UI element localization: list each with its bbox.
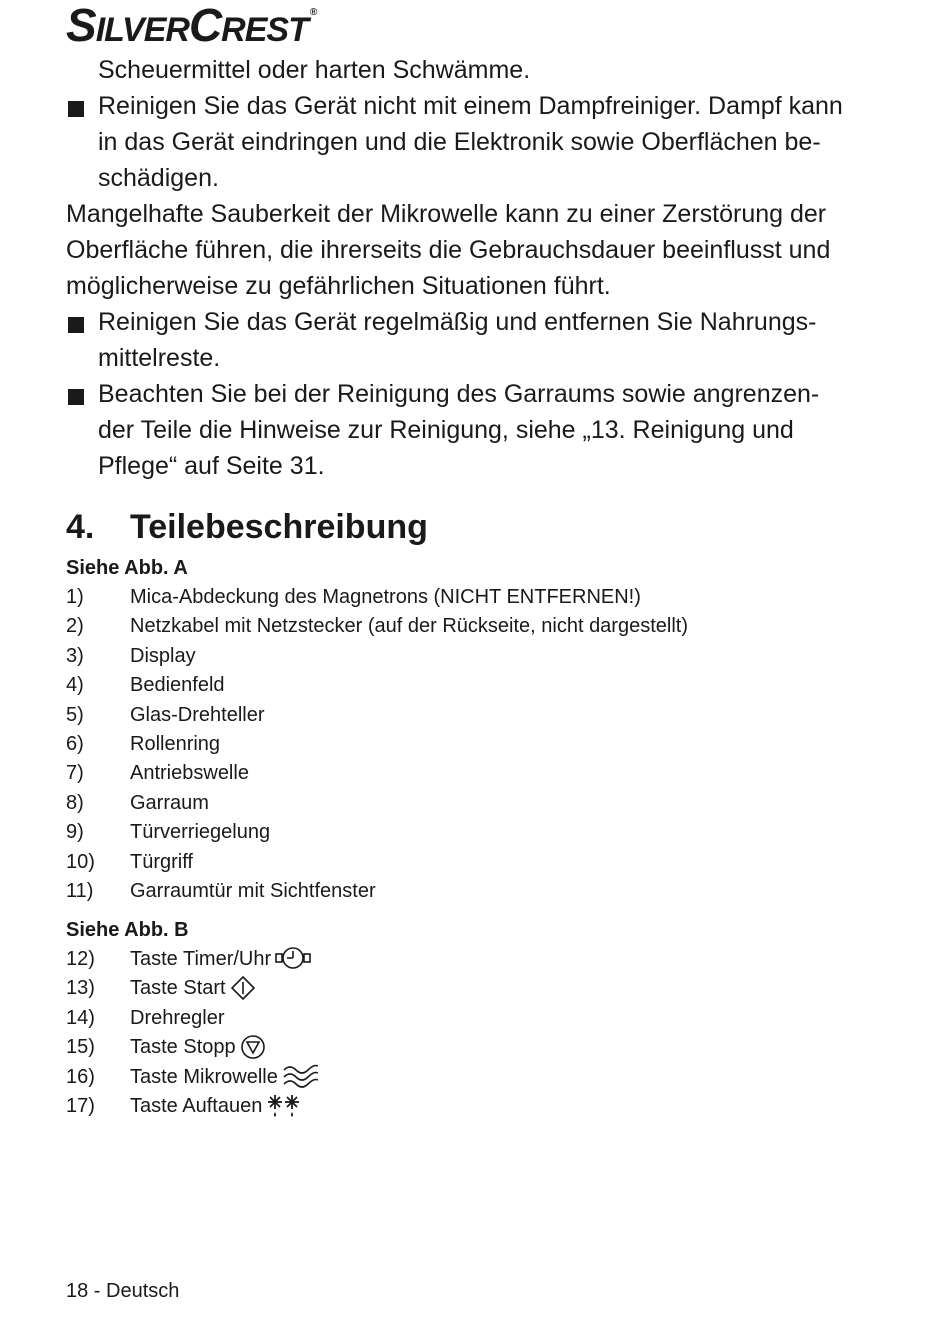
start-icon — [230, 975, 256, 1007]
item-number: 1) — [66, 586, 84, 608]
item-number: 15) — [66, 1036, 95, 1059]
bullet-square-icon — [68, 317, 84, 333]
stop-icon — [240, 1034, 266, 1066]
section-title: Teilebeschreibung — [130, 508, 428, 546]
item-label: Glas-Drehteller — [130, 703, 265, 726]
item-label: Garraum — [130, 791, 209, 814]
page-footer: 18 - Deutsch — [66, 1280, 180, 1302]
item-label: Antriebswelle — [130, 762, 249, 785]
item-number: 13) — [66, 977, 95, 1000]
text-line: schädigen. — [98, 164, 219, 192]
section-number: 4. — [66, 508, 95, 546]
item-label: Taste Stopp — [130, 1036, 236, 1059]
item-label: Taste Mikrowelle — [130, 1065, 278, 1088]
item-number: 4) — [66, 674, 84, 697]
item-label: Display — [130, 644, 196, 667]
item-label: Rollenring — [130, 733, 221, 755]
item-label: Drehregler — [130, 1006, 225, 1029]
item-label: Taste Timer/Uhr — [130, 948, 272, 970]
item-number: 7) — [66, 762, 84, 785]
item-number: 16) — [66, 1065, 95, 1088]
text-line: möglicherweise zu gefährlichen Situationen führt. — [66, 272, 611, 300]
text-line: Reinigen Sie das Gerät nicht mit einem Dampfreiniger. Dampf kann — [98, 92, 843, 120]
item-number: 17) — [66, 1095, 95, 1117]
item-label: Taste Start — [130, 977, 226, 1000]
text-line: Oberfläche führen, die ihrerseits die Gebrauchsdauer beeinflusst und — [66, 236, 831, 264]
item-label: Türverriegelung — [130, 821, 271, 844]
item-number: 8) — [66, 791, 84, 814]
item-number: 14) — [66, 1006, 95, 1029]
item-number: 11) — [66, 880, 94, 902]
text-line: in das Gerät eindringen und die Elektronik sowie Oberflächen be- — [98, 128, 821, 156]
silvercrest-logo: SILVERCREST ® — [66, 0, 317, 51]
text-line: Pflege“ auf Seite 31. — [98, 452, 325, 480]
text-line: Mangelhafte Sauberkeit der Mikrowelle kann zu einer Zerstörung der — [66, 200, 827, 228]
text-line: Scheuermittel oder harten Schwämme. — [98, 56, 531, 84]
item-label: Bedienfeld — [130, 674, 225, 697]
item-label: Netzkabel mit Netzstecker (auf der Rückseite, nicht dargestellt) — [130, 615, 688, 638]
item-number: 9) — [66, 821, 84, 844]
item-number: 12) — [66, 948, 95, 970]
bullet-square-icon — [68, 389, 84, 405]
timer-clock-icon — [275, 946, 311, 976]
text-line: mittelreste. — [98, 344, 221, 372]
item-number: 5) — [66, 703, 84, 726]
text-line: Beachten Sie bei der Reinigung des Garraums sowie angrenzen- — [98, 380, 820, 408]
item-number: 6) — [66, 733, 84, 755]
text-line: der Teile die Hinweise zur Reinigung, siehe „13. Reinigung und — [98, 416, 794, 444]
item-number: 2) — [66, 615, 84, 638]
item-number: 3) — [66, 644, 84, 667]
bullet-square-icon — [68, 101, 84, 117]
item-label: Taste Auftauen — [130, 1095, 263, 1117]
microwave-waves-icon — [282, 1064, 318, 1094]
item-number: 10) — [66, 850, 95, 873]
group-a-label: Siehe Abb. A — [66, 557, 188, 579]
section-heading — [66, 508, 428, 547]
text-line: Reinigen Sie das Gerät regelmäßig und entfernen Sie Nahrungs- — [98, 308, 817, 336]
item-label: Garraumtür mit Sichtfenster — [130, 880, 376, 902]
item-label: Türgriff — [130, 850, 193, 873]
item-label: Mica-Abdeckung des Magnetrons (NICHT ENTFERNEN!) — [130, 586, 641, 608]
defrost-icon — [266, 1093, 302, 1125]
group-b-label: Siehe Abb. B — [66, 919, 189, 941]
